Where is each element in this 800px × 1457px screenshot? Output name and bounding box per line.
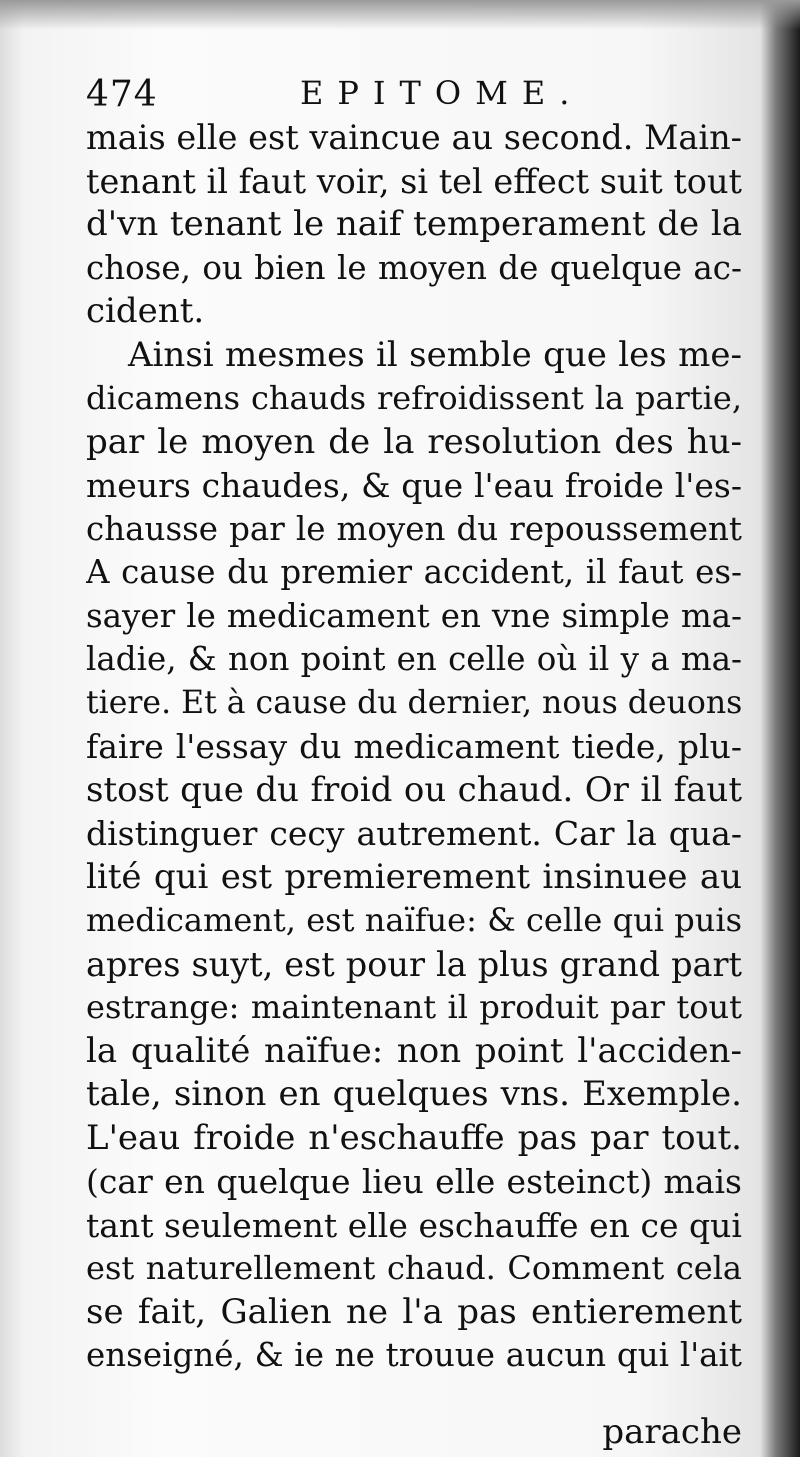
header-title: EPITOME.	[300, 74, 584, 112]
text-line: sayer le medicament en vne simple ma-	[86, 596, 742, 635]
text-line: L'eau froide n'eschauffe pas par tout.	[86, 1117, 742, 1158]
text-line: lité qui est premierement insinuee au	[86, 856, 742, 897]
running-head	[86, 74, 746, 118]
text-line: apres suyt, est pour la plus grand part	[86, 944, 742, 984]
text-line: dicamens chauds refroidissent la partie,	[86, 379, 742, 417]
catchword: parache	[602, 1412, 742, 1452]
text-line: la qualité naïfue: non point l'acciden-	[86, 1030, 742, 1071]
text-line: mais elle est vaincue au second. Main-	[86, 118, 742, 157]
text-line: (car en quelque lieu elle esteinct) mais	[86, 1162, 742, 1201]
text-line: d'vn tenant le naif temperament de la	[86, 204, 742, 244]
paragraph-start-line: Ainsi mesmes il semble que les me-	[128, 334, 742, 375]
text-line: enseigné, & ie ne trouue aucun qui l'ait	[86, 1336, 742, 1374]
text-line: faire l'essay du medicament tiede, plu-	[86, 727, 742, 766]
text-line: medicament, est naïfue: & celle qui puis	[86, 901, 742, 939]
text-line: par le moyen de la resolution des hu-	[86, 421, 742, 462]
body-text	[86, 116, 742, 1378]
text-line: ladie, & non point en celle où il y a ma-	[86, 640, 742, 678]
text-line: se fait, Galien ne l'a pas entierement	[86, 1291, 742, 1332]
text-line: tale, sinon en quelques vns. Exemple.	[86, 1074, 742, 1114]
text-line: estrange: maintenant il produit par tout	[86, 988, 742, 1026]
text-line: tant seulement elle eschauffe en ce qui	[86, 1205, 742, 1245]
text-line: A cause du premier accident, il faut es-	[86, 553, 742, 591]
text-line: distinguer cecy autrement. Car la qua-	[86, 814, 742, 853]
text-line: tenant il faut voir, si tel effect suit tout	[86, 161, 742, 201]
text-line: chausse par le moyen du repoussement	[86, 509, 742, 548]
text-line: meurs chaudes, & que l'eau froide l'es-	[86, 466, 742, 505]
text-line: tiere. Et à cause du dernier, nous deuons	[86, 684, 742, 721]
page-number: 474	[86, 74, 158, 115]
text-line: est naturellement chaud. Comment cela	[86, 1249, 742, 1287]
text-line: cident.	[86, 291, 205, 331]
text-line: chose, ou bien le moyen de quelque ac-	[86, 248, 742, 287]
text-line: stost que du froid ou chaud. Or il faut	[86, 769, 742, 810]
